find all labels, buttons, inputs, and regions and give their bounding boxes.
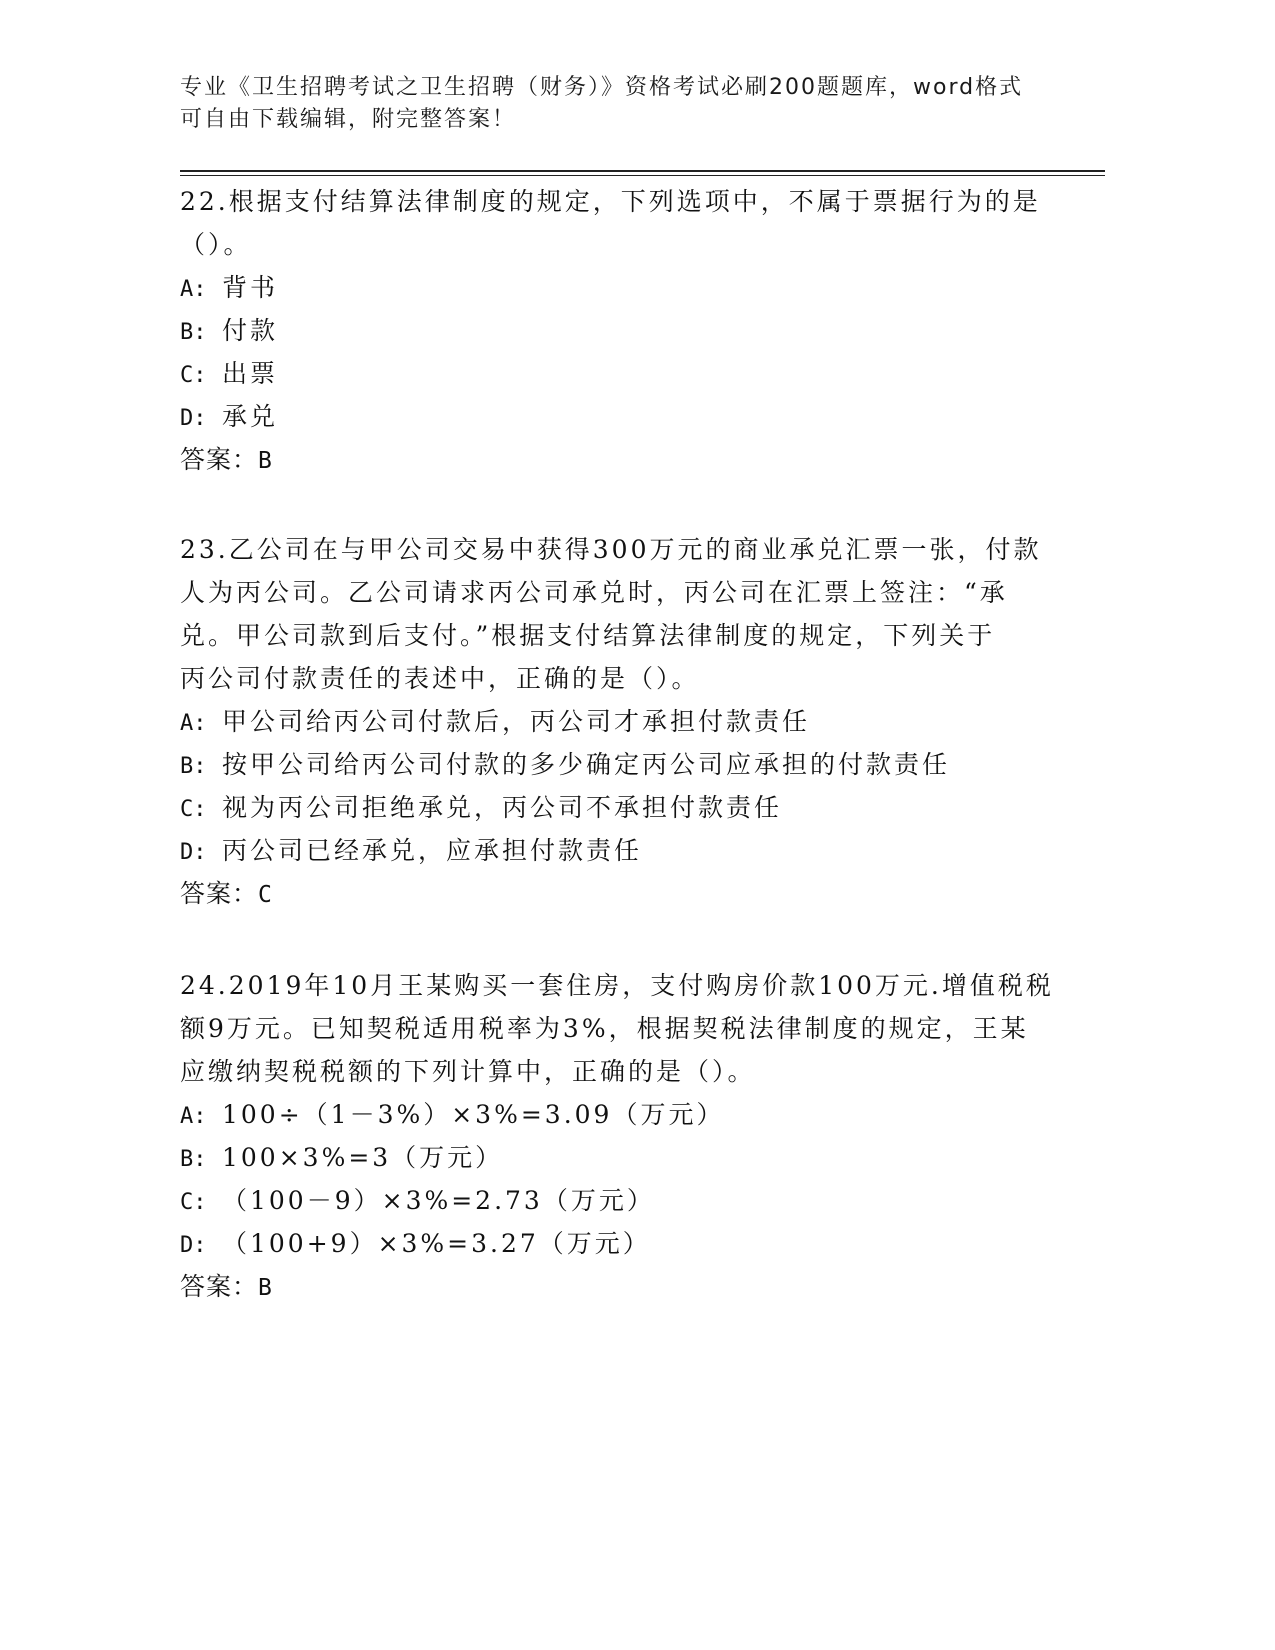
option-letter: B:	[180, 754, 207, 779]
option-letter: C:	[180, 797, 207, 822]
question-text-line: 丙公司付款责任的表述中，正确的是（）。	[180, 664, 700, 693]
option-d	[180, 829, 1060, 872]
option-letter: A:	[180, 1104, 207, 1129]
option-letter: D:	[180, 1233, 207, 1258]
option-letter: C:	[180, 363, 207, 388]
answer-value: B	[258, 448, 273, 474]
option-text: 按甲公司给丙公司付款的多少确定丙公司应承担的付款责任	[222, 750, 951, 779]
answer-label: 答案：	[180, 879, 259, 908]
option-b	[180, 743, 1060, 786]
option-text: （100+9）×3%=3.27（万元）	[222, 1229, 651, 1258]
option-a	[180, 266, 1060, 309]
option-text: 视为丙公司拒绝承兑，丙公司不承担付款责任	[222, 793, 783, 822]
document-header	[180, 72, 1040, 136]
question-22	[180, 180, 1060, 481]
question-text-line: 额9万元。已知契税适用税率为3%，根据契税法律制度的规定，王某	[180, 1014, 1029, 1043]
option-letter: B:	[180, 1147, 207, 1172]
option-letter: D:	[180, 840, 207, 865]
header-divider-thin	[180, 175, 1105, 176]
option-c	[180, 1179, 1060, 1222]
option-b	[180, 1136, 1060, 1179]
question-23	[180, 528, 1060, 915]
header-line-2: 可自由下载编辑，附完整答案！	[180, 107, 517, 132]
option-text: 100×3%=3（万元）	[222, 1143, 504, 1172]
question-text-line: （）。	[180, 230, 252, 259]
option-text: 背书	[222, 273, 279, 302]
answer	[180, 438, 1060, 481]
question-24	[180, 964, 1060, 1308]
option-letter: D:	[180, 406, 207, 431]
question-text-line: 应缴纳契税税额的下列计算中，正确的是（）。	[180, 1057, 756, 1086]
option-c	[180, 352, 1060, 395]
option-text: 100÷（1－3%）×3%=3.09（万元）	[222, 1100, 725, 1129]
option-text: 承兑	[222, 402, 279, 431]
option-text: （100－9）×3%=2.73（万元）	[222, 1186, 655, 1215]
option-letter: A:	[180, 277, 207, 302]
header-divider-thick	[180, 170, 1105, 172]
question-text-line: 兑。甲公司款到后支付。”根据支付结算法律制度的规定，下列关于	[180, 621, 996, 650]
answer-value: C	[258, 882, 273, 908]
answer-value: B	[258, 1275, 273, 1301]
answer-label: 答案：	[180, 1272, 259, 1301]
question-text-line: 24.2019年10月王某购买一套住房，支付购房价款100万元.增值税税	[180, 971, 1054, 1000]
question-text-line: 22.根据支付结算法律制度的规定，下列选项中，不属于票据行为的是	[180, 187, 1041, 216]
option-letter: C:	[180, 1190, 207, 1215]
option-text: 甲公司给丙公司付款后，丙公司才承担付款责任	[222, 707, 811, 736]
option-d	[180, 1222, 1060, 1265]
question-text-line: 23.乙公司在与甲公司交易中获得300万元的商业承兑汇票一张，付款	[180, 535, 1042, 564]
option-letter: B:	[180, 320, 207, 345]
option-text: 付款	[222, 316, 279, 345]
option-b	[180, 309, 1060, 352]
option-text: 丙公司已经承兑，应承担付款责任	[222, 836, 643, 865]
option-text: 出票	[222, 359, 279, 388]
answer-label: 答案：	[180, 445, 259, 474]
option-d	[180, 395, 1060, 438]
option-letter: A:	[180, 711, 207, 736]
answer	[180, 1265, 1060, 1308]
header-line-1: 专业《卫生招聘考试之卫生招聘（财务）》资格考试必刷200题题库，word格式	[180, 75, 1024, 100]
option-a	[180, 700, 1060, 743]
answer	[180, 872, 1060, 915]
option-c	[180, 786, 1060, 829]
question-text-line: 人为丙公司。乙公司请求丙公司承兑时，丙公司在汇票上签注：“承	[180, 578, 1008, 607]
option-a	[180, 1093, 1060, 1136]
